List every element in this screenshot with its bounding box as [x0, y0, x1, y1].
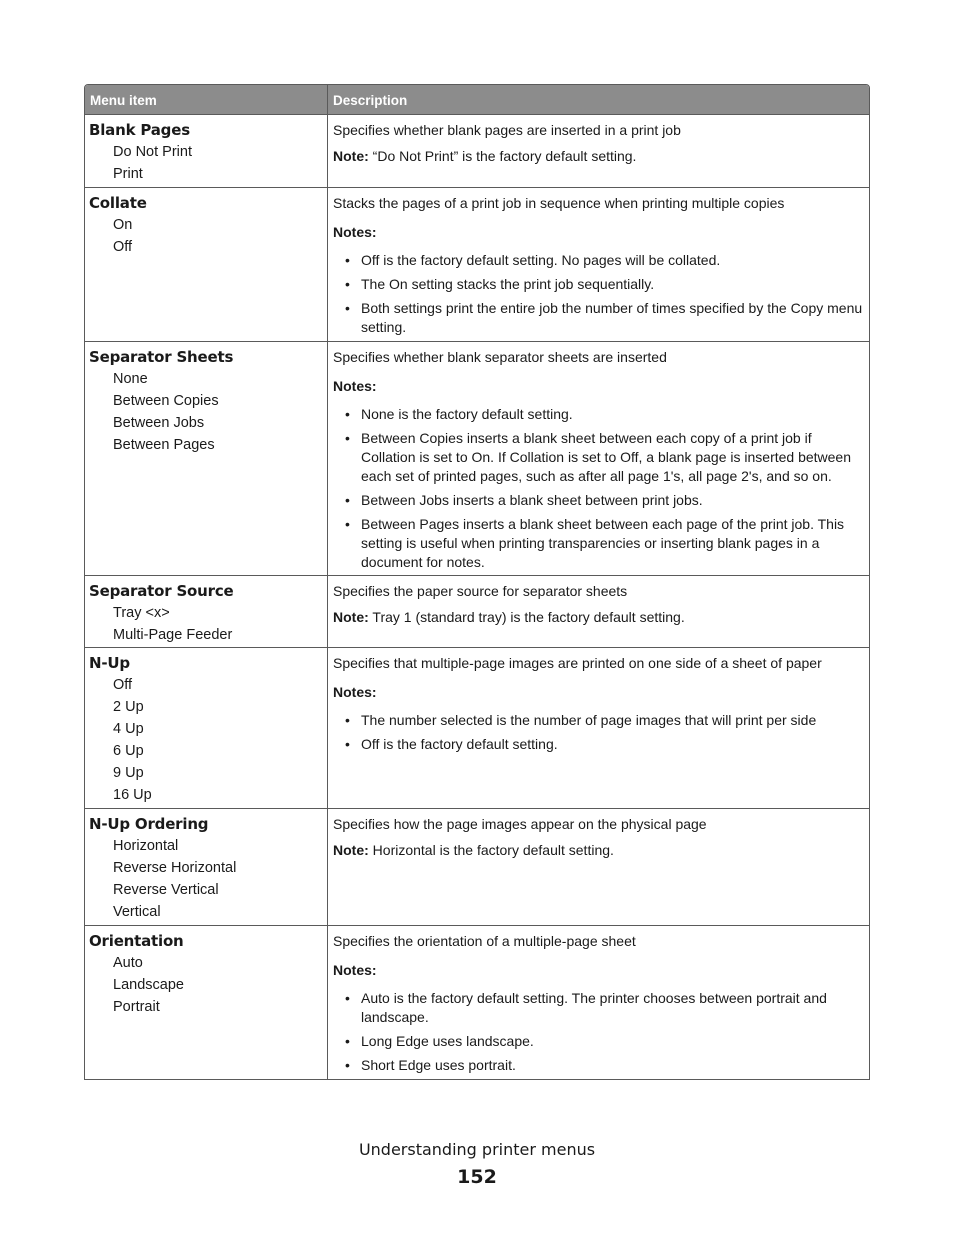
menu-option: Reverse Horizontal — [113, 860, 237, 876]
menu-option: Horizontal — [113, 838, 179, 854]
menu-table — [84, 84, 870, 1080]
notes-list — [333, 711, 865, 754]
menu-item-title: N-Up Ordering — [89, 815, 209, 833]
note-bullet: • Between Copies inserts a blank sheet between each copy of a print job if Collation is set to On. If Collation is set to Off, a blank page is inserted between each set of printed pages, such as after all page 1's, all page 2's, and so on. — [333, 429, 865, 486]
footer-section-title: Understanding printer menus — [358, 1140, 596, 1159]
note-bullet: • Long Edge uses landscape. — [333, 1032, 865, 1051]
notes-list — [333, 989, 865, 1075]
note-bullet: • The number selected is the number of page images that will print per side — [333, 711, 865, 730]
menu-option: On — [113, 217, 133, 233]
description-text: Specifies how the page images appear on the physical page — [333, 816, 707, 832]
note-label: Note: — [333, 609, 369, 625]
menu-option: Tray <x> — [113, 605, 170, 621]
note-bullet: • Between Jobs inserts a blank sheet between print jobs. — [333, 491, 865, 510]
notes-label: Notes: — [333, 962, 377, 978]
note-bullet: • Off is the factory default setting. No pages will be collated. — [333, 251, 865, 270]
menu-option: 16 Up — [113, 787, 152, 803]
menu-option: 9 Up — [113, 765, 144, 781]
menu-option: Off — [113, 239, 133, 255]
description-text: Stacks the pages of a print job in sequence when printing multiple copies — [333, 195, 785, 211]
note-label: Note: — [333, 148, 369, 164]
note-text: Horizontal is the factory default setting. — [372, 842, 614, 858]
note-bullet: • Between Pages inserts a blank sheet between each page of the print job. This setting is useful when printing transparencies or inserting blank pages in a document for notes. — [333, 515, 865, 572]
menu-option: Between Jobs — [113, 415, 205, 431]
menu-option: Portrait — [113, 999, 160, 1015]
description-text: Specifies whether blank separator sheets are inserted — [333, 349, 667, 365]
note-label: Note: — [333, 842, 369, 858]
note-bullet: • The On setting stacks the print job sequentially. — [333, 275, 865, 294]
menu-option: 6 Up — [113, 743, 144, 759]
header-description: Description — [333, 93, 408, 108]
menu-item-title: Separator Sheets — [89, 348, 234, 366]
table-row — [85, 925, 869, 1079]
table-row — [85, 187, 869, 341]
menu-option: Do Not Print — [113, 144, 192, 160]
menu-option: Vertical — [113, 904, 161, 920]
table-row — [85, 575, 869, 647]
note — [333, 841, 865, 859]
table-row — [85, 114, 869, 187]
table-row — [85, 647, 869, 808]
menu-item-title: Separator Source — [89, 582, 234, 600]
description-text: Specifies whether blank pages are inserted in a print job — [333, 122, 681, 138]
menu-option: Between Pages — [113, 437, 215, 453]
menu-item-title: Collate — [89, 194, 147, 212]
notes-label: Notes: — [333, 378, 377, 394]
menu-item-title: N-Up — [89, 654, 130, 672]
menu-option: Reverse Vertical — [113, 882, 219, 898]
notes-label: Notes: — [333, 684, 377, 700]
menu-option: None — [113, 371, 148, 387]
notes-list — [333, 405, 865, 572]
note — [333, 147, 865, 165]
note-bullet: • Off is the factory default setting. — [333, 735, 865, 754]
page-number: 152 — [457, 1166, 497, 1188]
menu-item-title: Blank Pages — [89, 121, 190, 139]
header-menu-item: Menu item — [85, 85, 328, 114]
menu-option: Off — [113, 677, 133, 693]
menu-option: Multi-Page Feeder — [113, 627, 233, 643]
note-bullet: • Auto is the factory default setting. The printer chooses between portrait and landscape. — [333, 989, 865, 1027]
description-text: Specifies the paper source for separator sheets — [333, 583, 628, 599]
note-text: Tray 1 (standard tray) is the factory default setting. — [372, 609, 685, 625]
menu-option: Between Copies — [113, 393, 219, 409]
menu-option: Print — [113, 166, 143, 182]
menu-option: 4 Up — [113, 721, 144, 737]
description-text: Specifies the orientation of a multiple-page sheet — [333, 933, 636, 949]
menu-option: Landscape — [113, 977, 184, 993]
notes-list — [333, 251, 865, 337]
notes-label: Notes: — [333, 224, 377, 240]
note — [333, 608, 865, 626]
menu-option: 2 Up — [113, 699, 144, 715]
description-text: Specifies that multiple-page images are printed on one side of a sheet of paper — [333, 655, 822, 671]
note-bullet: • Short Edge uses portrait. — [333, 1056, 865, 1075]
table-row — [85, 808, 869, 925]
table-header — [85, 85, 869, 114]
note-bullet: • None is the factory default setting. — [333, 405, 865, 424]
note-bullet: • Both settings print the entire job the number of times specified by the Copy menu setting. — [333, 299, 865, 337]
table-row — [85, 341, 869, 575]
note-text: “Do Not Print” is the factory default setting. — [372, 148, 637, 164]
menu-item-title: Orientation — [89, 932, 184, 950]
menu-option: Auto — [113, 955, 143, 971]
